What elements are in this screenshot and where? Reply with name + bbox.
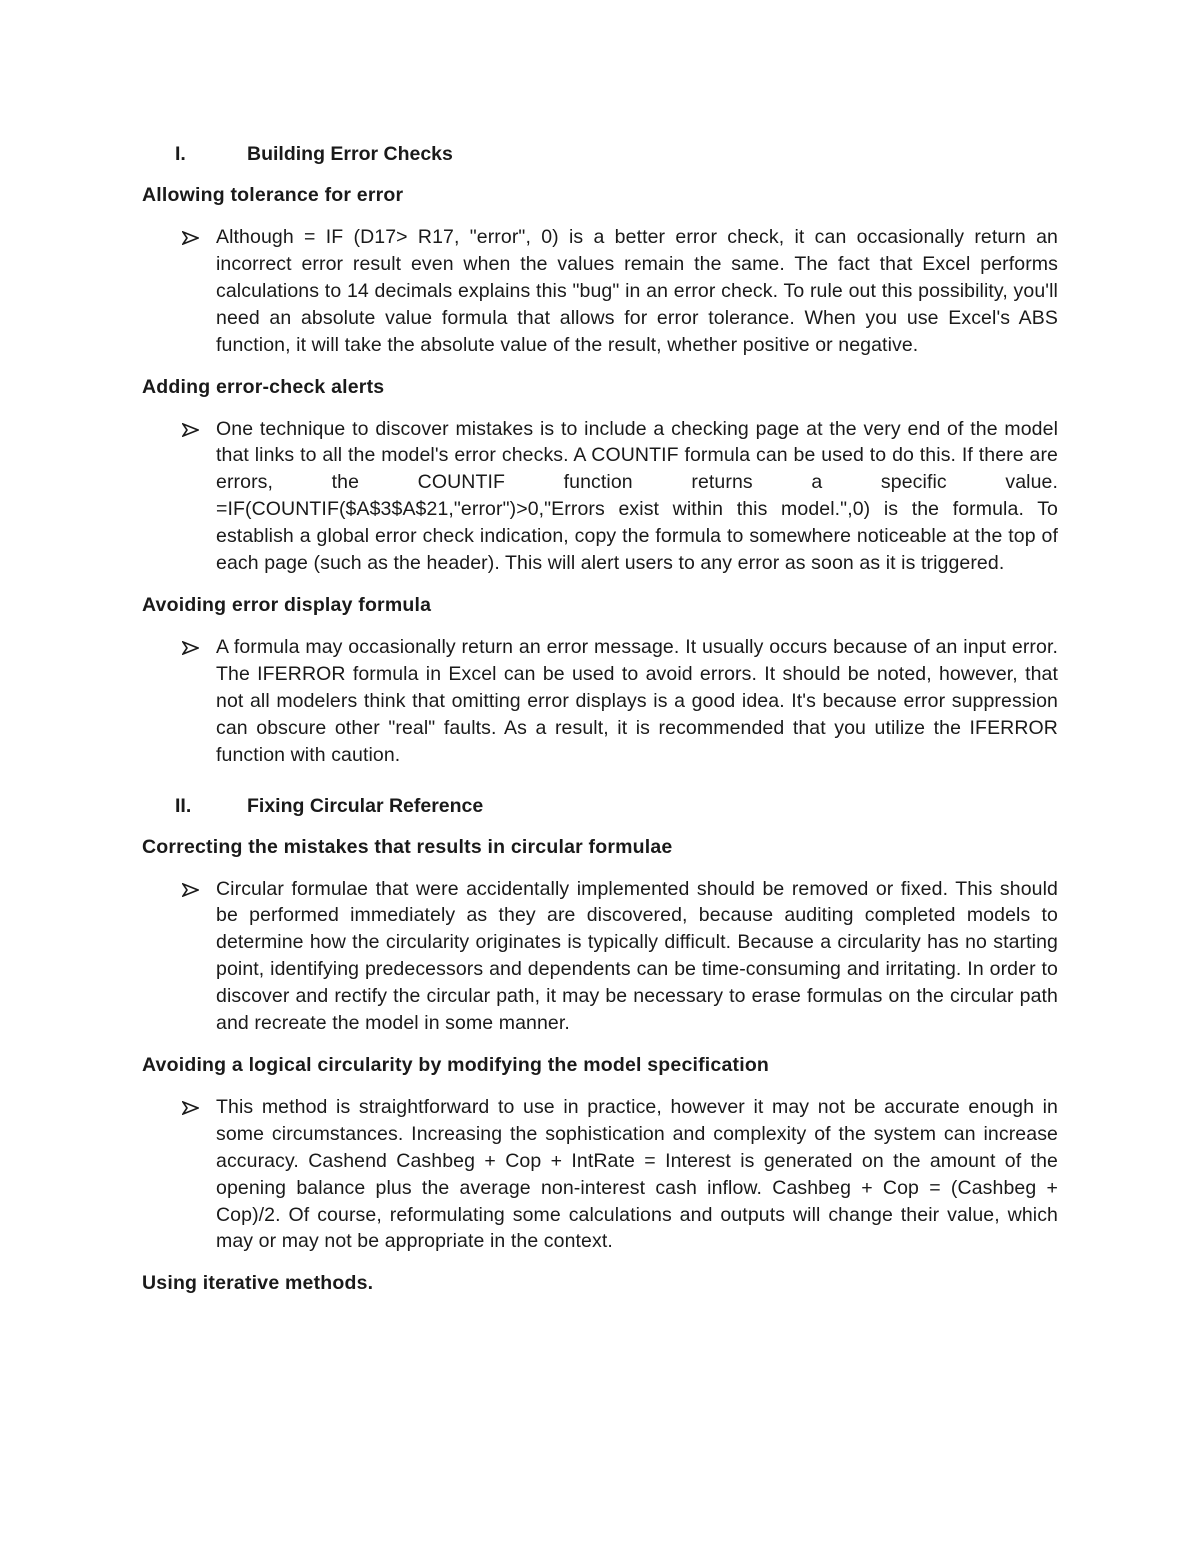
subheading-correcting-mistakes: Correcting the mistakes that results in circular formulae [142, 835, 673, 858]
section-number: I. [175, 143, 186, 165]
arrow-bullet-icon [142, 1094, 216, 1255]
arrow-bullet-icon [142, 876, 216, 1037]
bullet-text: Circular formulae that were accidentally implemented should be removed or fixed. This should be performed immediately as they are discovered, because auditing completed models to determine how the circularity originates is typically difficult. Because a circularity has no starting point, identifying predecessors and dependents can be time-consuming and irritating. In order to discover and rectify the circular path, it may be necessary to erase formulas on the circular path and recreate the model in some manner. [216, 877, 1058, 1035]
arrow-bullet-icon [142, 224, 216, 359]
arrow-bullet-icon [142, 634, 216, 769]
bullet-item [142, 876, 1058, 1037]
bullet-text: One technique to discover mistakes is to include a checking page at the very end of the model that links to all the model's error checks. A COUNTIF formula can be used to do this. If there are errors, the COUNTIF function returns a specific value. =IF(COUNTIF($A$3$A$21,"error")>0,"Errors exist within this model.",0) is the formula. To establish a global error check indication, copy the formula to somewhere noticeable at the top of each page (such as the header). This will alert users to any error as soon as it is triggered. [216, 417, 1058, 575]
subheading-logical-circularity: Avoiding a logical circularity by modifying the model specification [142, 1053, 770, 1076]
arrow-bullet-icon [142, 416, 216, 577]
section-title: Fixing Circular Reference [247, 794, 484, 817]
subheading-error-display: Avoiding error display formula [142, 593, 432, 616]
bullet-item [142, 634, 1058, 769]
subheading-error-check-alerts: Adding error-check alerts [142, 375, 385, 398]
subheading-iterative-methods: Using iterative methods. [142, 1272, 374, 1295]
subheading-tolerance: Allowing tolerance for error [142, 184, 404, 206]
section-heading-2 [142, 793, 1058, 820]
bullet-text: Although = IF (D17> R17, "error", 0) is a better error check, it can occasionally return an incorrect error result even when the values remain the same. The fact that Excel performs calculations to 14 decimals explains this "bug" in an error check. To rule out this possibility, you'll need an absolute value formula that allows for error tolerance. When you use Excel's ABS function, it will take the absolute value of the result, whether positive or negative. [216, 226, 1058, 356]
bullet-text: This method is straightforward to use in practice, however it may not be accurate enough in some circumstances. Increasing the sophistication and complexity of the system can increase accuracy. Cashend Cashbeg + Cop + IntRate = Interest is generated on the amount of the opening balance plus the average non-interest cash inflow. Cashbeg + Cop = (Cashbeg + Cop)/2. Of course, reformulating some calculations and outputs will change their value, which may or may not be appropriate in the context. [216, 1095, 1058, 1253]
bullet-item [142, 416, 1058, 577]
bullet-text: A formula may occasionally return an error message. It usually occurs because of an input error. The IFERROR formula in Excel can be used to avoid errors. It should be noted, however, that not all modelers think that omitting error displays is a good idea. It's because error suppression can obscure other "real" faults. As a result, it is recommended that you utilize the IFERROR function with caution. [216, 635, 1058, 766]
bullet-item [142, 224, 1058, 359]
section-heading-1 [142, 141, 1058, 168]
section-number: II. [175, 794, 192, 817]
section-title: Building Error Checks [247, 143, 453, 165]
bullet-item [142, 1094, 1058, 1255]
